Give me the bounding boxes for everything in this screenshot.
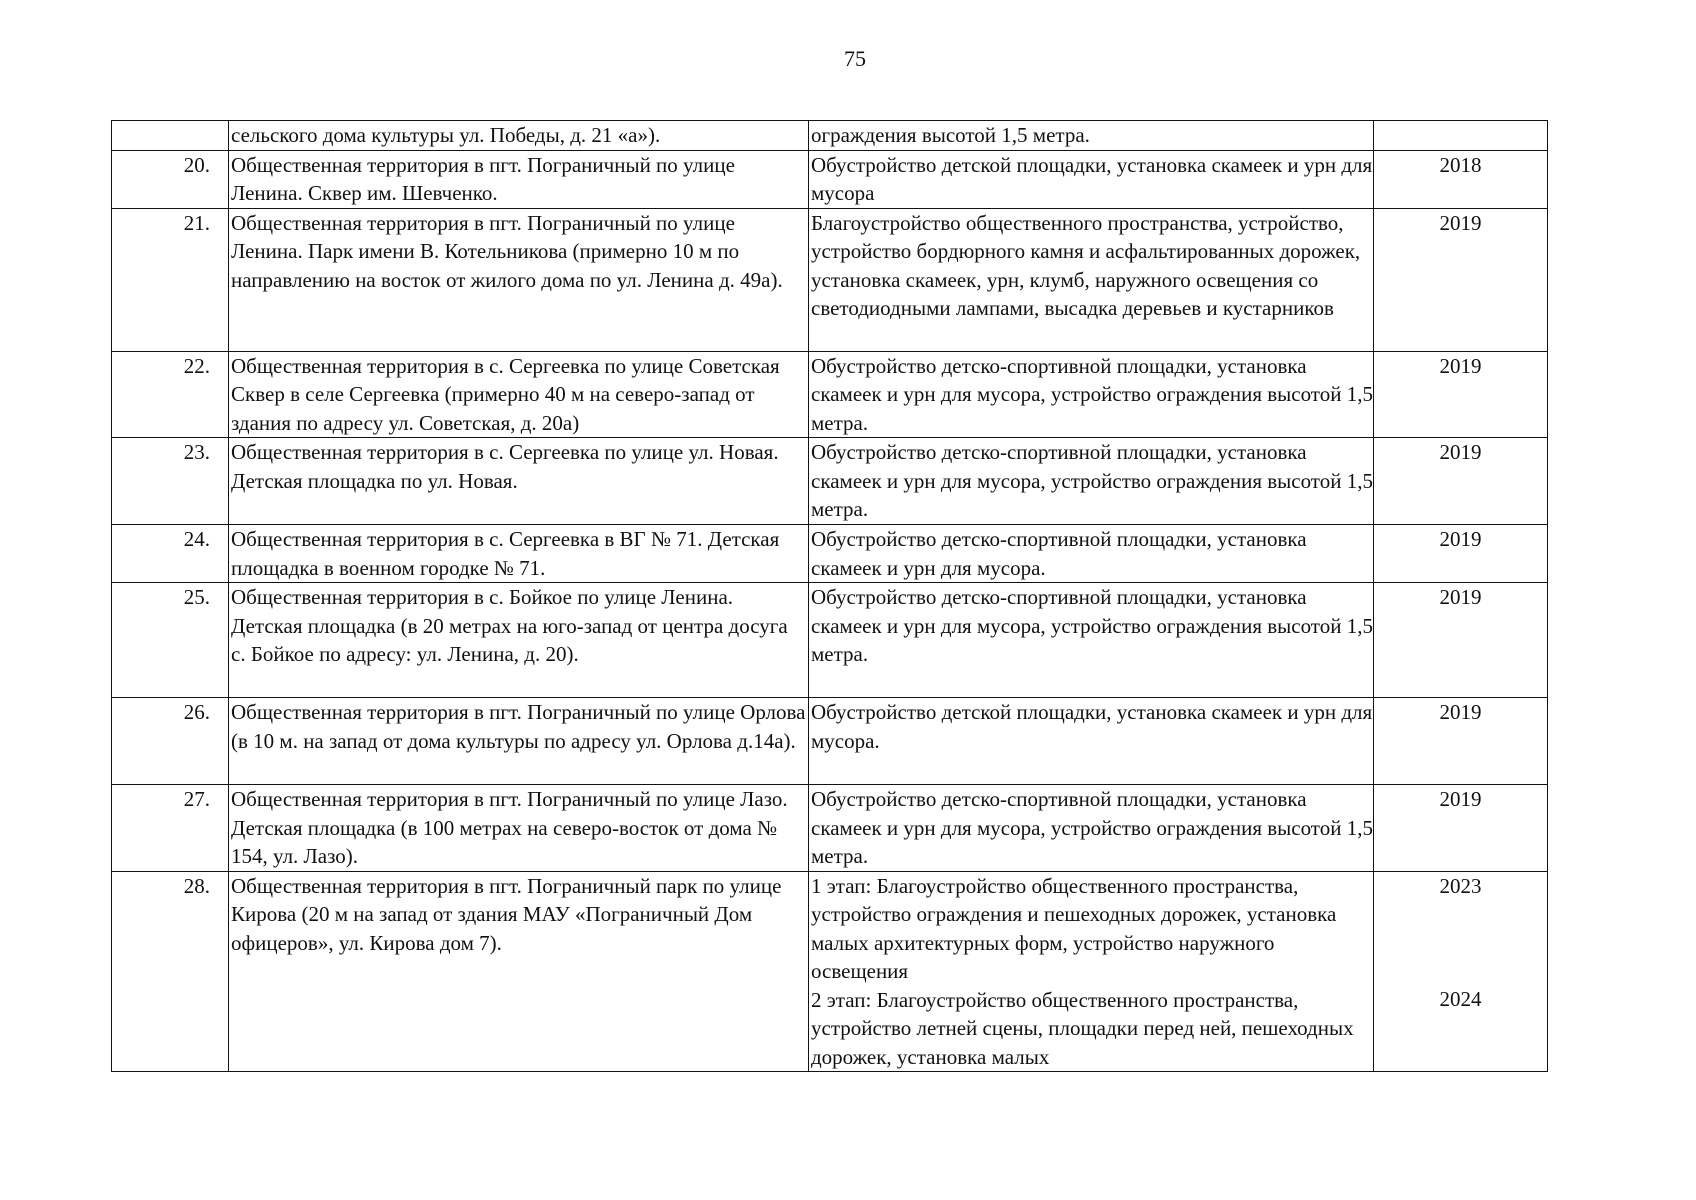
year-cell: 2019: [1374, 525, 1548, 583]
table-row: [112, 208, 1548, 351]
territory-cell: Общественная территория в с. Сергеевка по улице ул. Новая. Детская площадка по ул. Новая.: [229, 438, 809, 525]
year-cell: 2019: [1374, 438, 1548, 525]
stage-2-text: 2 этап: Благоустройство общественного пространства, устройство летней сцены, площадки перед ней, пешеходных дорожек, установка малых: [811, 987, 1354, 1069]
table-row: [112, 351, 1548, 438]
row-number: 25.: [112, 583, 229, 698]
row-number: 26.: [112, 698, 229, 785]
row-number: 21.: [112, 208, 229, 351]
works-cell: Обустройство детской площадки, установка скамеек и урн для мусора: [809, 150, 1374, 208]
year-cell: 2019: [1374, 351, 1548, 438]
territory-cell: Общественная территория в пгт. Пограничный по улице Ленина. Парк имени В. Котельникова (примерно 10 м по направлению на восток от жилого дома по ул. Ленина д. 49а).: [229, 208, 809, 351]
row-number: 23.: [112, 438, 229, 525]
page-number: 75: [844, 46, 866, 71]
year-spacer: [1376, 900, 1545, 985]
row-number: 22.: [112, 351, 229, 438]
territory-cell: Общественная территория в с. Сергеевка по улице Советская Сквер в селе Сергеевка (примерно 40 м на северо-запад от здания по адресу ул. Советская, д. 20а): [229, 351, 809, 438]
stage-1-year: 2023: [1439, 873, 1482, 898]
year-cell: 2019: [1374, 698, 1548, 785]
works-cell: Обустройство детско-спортивной площадки, установка скамеек и урн для мусора.: [809, 525, 1374, 583]
table-row: [112, 121, 1548, 151]
territory-cell: Общественная территория в пгт. Пограничный по улице Ленина. Сквер им. Шевченко.: [229, 150, 809, 208]
year-cell: 2019: [1374, 208, 1548, 351]
works-cell: ограждения высотой 1,5 метра.: [809, 121, 1374, 151]
year-cell: 2019: [1374, 583, 1548, 698]
territory-cell: Общественная территория в пгт. Пограничный по улице Орлова (в 10 м. на запад от дома культуры по адресу ул. Орлова д.14а).: [229, 698, 809, 785]
works-cell: Обустройство детско-спортивной площадки, установка скамеек и урн для мусора, устройство ограждения высотой 1,5 метра.: [809, 583, 1374, 698]
table-row: [112, 150, 1548, 208]
works-cell: Обустройство детско-спортивной площадки, установка скамеек и урн для мусора, устройство ограждения высотой 1,5 метра.: [809, 438, 1374, 525]
table-row: [112, 525, 1548, 583]
works-cell: Обустройство детско-спортивной площадки, установка скамеек и урн для мусора, устройство ограждения высотой 1,5 метра.: [809, 351, 1374, 438]
territory-cell: Общественная территория в пгт. Пограничный парк по улице Кирова (20 м на запад от здания МАУ «Пограничный Дом офицеров», ул. Кирова дом 7).: [229, 871, 809, 1072]
table-row: [112, 438, 1548, 525]
territories-table: [111, 120, 1548, 1072]
row-number: 24.: [112, 525, 229, 583]
territory-cell: Общественная территория в с. Бойкое по улице Ленина. Детская площадка (в 20 метрах на юго-запад от центра досуга с. Бойкое по адресу: ул. Ленина, д. 20).: [229, 583, 809, 698]
works-cell: [809, 871, 1374, 1072]
row-number: 27.: [112, 785, 229, 872]
works-cell: Обустройство детско-спортивной площадки, установка скамеек и урн для мусора, устройство ограждения высотой 1,5 метра.: [809, 785, 1374, 872]
works-cell: Благоустройство общественного пространства, устройство, устройство бордюрного камня и асфальтированных дорожек, установка скамеек, урн, клумб, наружного освещения со светодиодными лампами, высадка деревьев и кустарников: [809, 208, 1374, 351]
row-number: 20.: [112, 150, 229, 208]
territory-cell: Общественная территория в с. Сергеевка в ВГ № 71. Детская площадка в военном городке № 71.: [229, 525, 809, 583]
row-number: [112, 121, 229, 151]
year-cell: [1374, 121, 1548, 151]
year-cell: 2019: [1374, 785, 1548, 872]
row-number: 28.: [112, 871, 229, 1072]
territory-cell: Общественная территория в пгт. Пограничный по улице Лазо. Детская площадка (в 100 метрах на северо-восток от дома № 154, ул. Лазо).: [229, 785, 809, 872]
table-row: [112, 583, 1548, 698]
stage-2-year: 2024: [1439, 987, 1482, 1011]
table-row: [112, 871, 1548, 1072]
year-cell: [1374, 871, 1548, 1072]
stage-1-text: 1 этап: Благоустройство общественного пространства, устройство ограждения и пешеходных дорожек, установка малых архитектурных форм, устройство наружного освещения: [811, 873, 1337, 983]
year-cell: 2018: [1374, 150, 1548, 208]
works-cell: Обустройство детской площадки, установка скамеек и урн для мусора.: [809, 698, 1374, 785]
table-row: [112, 785, 1548, 872]
table-row: [112, 698, 1548, 785]
territory-cell: сельского дома культуры ул. Победы, д. 21 «а»).: [229, 121, 809, 151]
